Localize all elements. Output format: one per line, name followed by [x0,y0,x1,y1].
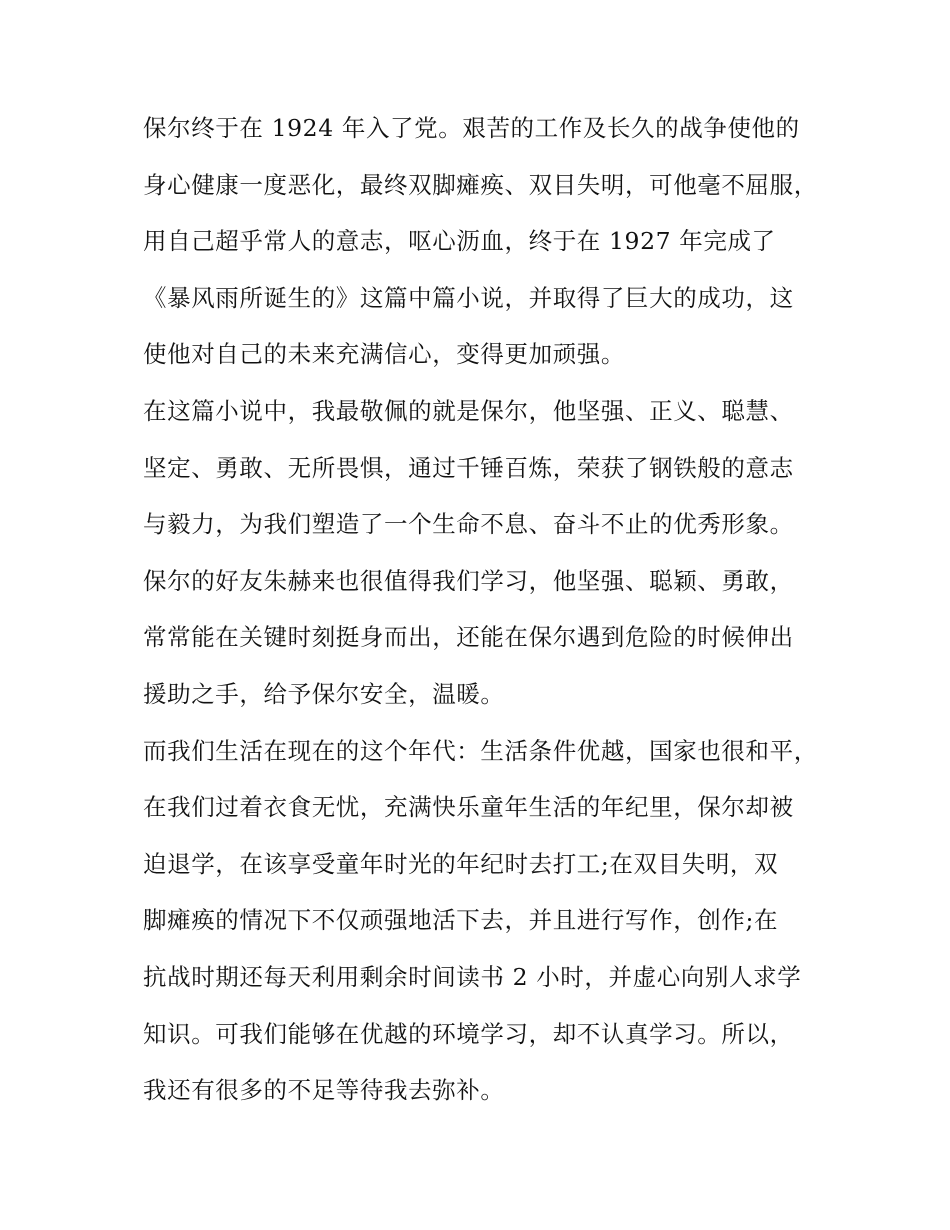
text-line: 在这篇小说中，我最敬佩的就是保尔，他坚强、正义、聪慧、 [143,396,794,425]
text-line: 常常能在关键时刻挺身而出，还能在保尔遇到危险的时候伸出 [143,623,794,652]
text-line: 使他对自己的未来充满信心，变得更加顽强。 [143,340,625,369]
text-line: 与毅力，为我们塑造了一个生命不息、奋斗不止的优秀形象。 [143,510,794,539]
text-line: 身心健康一度恶化，最终双脚瘫痪、双目失明，可他毫不屈服， [143,170,818,199]
text-line: 知识。可我们能够在优越的环境学习，却不认真学习。所以， [143,1019,794,1048]
text-line: 《暴风雨所诞生的》这篇中篇小说，并取得了巨大的成功，这 [143,283,794,312]
text-line: 保尔的好友朱赫来也很值得我们学习，他坚强、聪颖、勇敢， [143,566,794,595]
text-line: 脚瘫痪的情况下不仅顽强地活下去，并且进行写作，创作;在 [143,906,779,935]
text-line: 坚定、勇敢、无所畏惧，通过千锤百炼，荣获了钢铁般的意志 [143,453,794,482]
text-line: 迫退学，在该享受童年时光的年纪时去打工;在双目失明，双 [143,849,779,878]
text-line: 抗战时期还每天利用剩余时间读书 2 小时，并虚心向别人求学 [143,962,802,991]
text-line: 我还有很多的不足等待我去弥补。 [143,1076,505,1105]
text-line: 而我们生活在现在的这个年代：生活条件优越，国家也很和平， [143,736,818,765]
text-line: 援助之手，给予保尔安全，温暖。 [143,679,505,708]
document-body [143,107,843,1126]
text-line: 保尔终于在 1924 年入了党。艰苦的工作及长久的战争使他的 [143,114,800,142]
text-line: 用自己超乎常人的意志，呕心沥血，终于在 1927 年完成了 [143,227,776,256]
text-line: 在我们过着衣食无忧，充满快乐童年生活的年纪里，保尔却被 [143,793,794,822]
